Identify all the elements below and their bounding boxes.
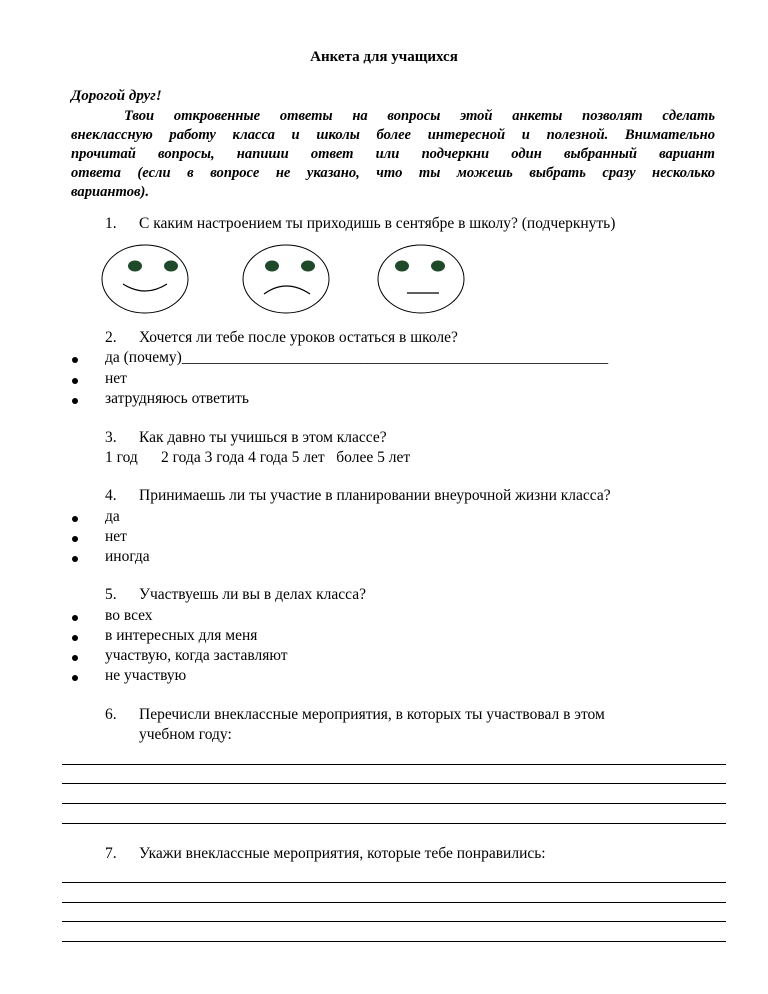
q6-answer-line[interactable] [62, 783, 726, 784]
intro-line-1: Твои откровенные ответы на вопросы этой анкеты позволят сделать [124, 108, 715, 124]
bullet-icon [72, 615, 78, 621]
q1-text: С каким настроением ты приходишь в сентябре в школу? (подчеркнуть) [139, 215, 616, 232]
smiling-face-icon[interactable] [102, 245, 188, 313]
bullet-icon [72, 378, 78, 384]
neutral-face-icon[interactable] [378, 245, 464, 313]
q2-option-2[interactable]: нет [105, 370, 127, 387]
q7-number: 7. [105, 845, 117, 862]
q5-number: 5. [105, 586, 117, 603]
bullet-icon [72, 398, 78, 404]
q7-text: Укажи внеклассные мероприятия, которые тебе понравились: [139, 845, 546, 862]
q2-option-3[interactable]: затрудняюсь ответить [105, 390, 249, 407]
q5-text: Участвуешь ли вы в делах класса? [139, 586, 366, 603]
q6-number: 6. [105, 706, 117, 723]
intro-line-5: вариантов). [71, 184, 150, 200]
q3-text: Как давно ты учишься в этом классе? [139, 429, 387, 446]
q4-option-3[interactable]: иногда [105, 548, 150, 565]
bullet-icon [72, 536, 78, 542]
bullet-icon [72, 655, 78, 661]
intro-line-2: внеклассную работу класса и школы более интересной и полезной. Внимательно [71, 127, 715, 143]
bullet-icon [72, 357, 78, 363]
q7-answer-line[interactable] [62, 921, 726, 922]
q5-option-3[interactable]: участвую, когда заставляют [105, 647, 288, 664]
q6-answer-line[interactable] [62, 823, 726, 824]
q7-answer-line[interactable] [62, 941, 726, 942]
bullet-icon [72, 635, 78, 641]
q4-option-1[interactable]: да [105, 508, 120, 525]
q4-number: 4. [105, 487, 117, 504]
q5-option-1[interactable]: во всех [105, 607, 153, 624]
q6-text-line-2: учебном году: [139, 726, 232, 743]
q6-answer-line[interactable] [62, 803, 726, 804]
q5-option-4[interactable]: не участвую [105, 667, 187, 684]
q3-number: 3. [105, 429, 117, 446]
q4-text: Принимаешь ли ты участие в планировании внеурочной жизни класса? [139, 487, 611, 504]
bullet-icon [72, 556, 78, 562]
intro-line-3: прочитай вопросы, напиши ответ или подчеркни один выбранный вариант [71, 146, 715, 162]
q1-number: 1. [105, 215, 117, 232]
q2-number: 2. [105, 329, 117, 346]
q3-options[interactable]: 1 год 2 года 3 года 4 года 5 лет более 5 лет [105, 449, 411, 466]
q5-option-2[interactable]: в интересных для меня [105, 627, 258, 644]
mood-faces [100, 244, 480, 316]
intro-line-4: ответа (если в вопросе не указано, что ты можешь выбрать сразу несколько [71, 165, 715, 181]
q6-answer-line[interactable] [62, 764, 726, 765]
q2-option-1[interactable]: да (почему)_______________________________________________________ [105, 349, 609, 366]
q4-option-2[interactable]: нет [105, 528, 127, 545]
sad-face-icon[interactable] [243, 245, 329, 313]
q6-text-line-1: Перечисли внеклассные мероприятия, в которых ты участвовал в этом [139, 706, 605, 723]
greeting: Дорогой друг! [71, 88, 162, 104]
page-title: Анкета для учащихся [310, 49, 458, 65]
q7-answer-line[interactable] [62, 902, 726, 903]
q2-text: Хочется ли тебе после уроков остаться в школе? [139, 329, 458, 346]
q7-answer-line[interactable] [62, 882, 726, 883]
bullet-icon [72, 675, 78, 681]
bullet-icon [72, 516, 78, 522]
